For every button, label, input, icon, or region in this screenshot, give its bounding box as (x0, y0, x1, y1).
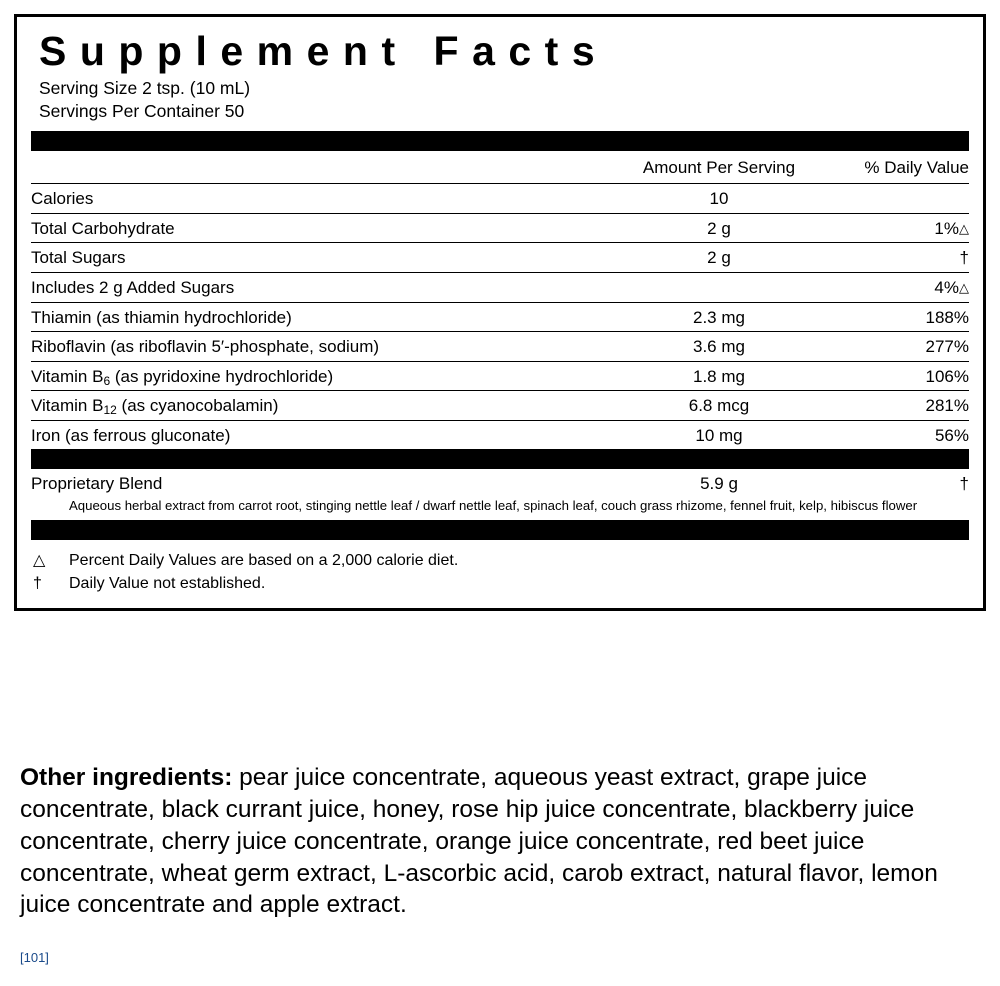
row-amount: 6.8 mcg (619, 391, 819, 421)
row-name (31, 391, 619, 421)
divider-thick-bottom (31, 520, 969, 540)
footnote-dagger (31, 572, 969, 595)
divider-thick-top (31, 131, 969, 151)
row-name: Includes 2 g Added Sugars (31, 272, 619, 302)
blend-description: Aqueous herbal extract from carrot root, stinging nettle leaf / dwarf nettle leaf, spinach leaf, couch grass rhizome, fennel fruit, kelp, hibiscus flower (69, 497, 918, 513)
row-daily-value: 56% (819, 420, 969, 449)
row-daily-value: 106% (819, 361, 969, 391)
row-amount: 2.3 mg (619, 302, 819, 332)
row-amount: 2 g (619, 243, 819, 273)
table-row (31, 420, 969, 449)
nutrition-table (31, 151, 969, 449)
row-amount: 3.6 mg (619, 332, 819, 362)
triangle-footnote-icon: △ (959, 220, 969, 236)
row-amount: 1.8 mg (619, 361, 819, 391)
proprietary-blend-table (31, 469, 969, 498)
table-row (31, 391, 969, 421)
row-name: Riboflavin (as riboflavin 5′-phosphate, sodium) (31, 332, 619, 362)
table-row (31, 361, 969, 391)
row-name (31, 361, 619, 391)
other-ingredients-text: pear juice concentrate, aqueous yeast extract, grape juice concentrate, black currant juice, honey, rose hip juice concentrate, blackberry juice concentrate, cherry juice concentrate, orange juice concentrate, red beet juice concentrate, wheat germ extract, L-ascorbic acid, carob extract, natural flavor, lemon juice concentrate and apple extract. (20, 764, 938, 919)
reference-code: [101] (20, 950, 49, 965)
row-name: Total Carbohydrate (31, 213, 619, 243)
other-ingredients-label: Other ingredients: (20, 764, 233, 791)
table-row (31, 184, 969, 214)
table-row (31, 332, 969, 362)
row-name: Iron (as ferrous gluconate) (31, 420, 619, 449)
footnote-text: Daily Value not established. (69, 575, 266, 593)
supplement-facts-panel (14, 14, 986, 611)
row-name: Calories (31, 184, 619, 214)
footnotes (31, 549, 969, 595)
row-dv-value: 1% (934, 218, 959, 238)
header-spacer (31, 151, 619, 184)
row-amount: 2 g (619, 213, 819, 243)
row-name: Thiamin (as thiamin hydrochloride) (31, 302, 619, 332)
table-header-row (31, 151, 969, 184)
row-daily-value: † (819, 243, 969, 273)
header-amount: Amount Per Serving (642, 157, 796, 177)
row-name-text-2: (as pyridoxine hydrochloride) (110, 366, 334, 386)
servings-per-container: Servings Per Container 50 (39, 101, 245, 122)
other-ingredients (20, 762, 972, 921)
row-daily-value: 277% (819, 332, 969, 362)
footnote-text: Percent Daily Values are based on a 2,000 calorie diet. (69, 552, 459, 570)
blend-row (31, 469, 969, 498)
row-daily-value (819, 272, 969, 302)
table-row (31, 302, 969, 332)
header-daily-value: % Daily Value (864, 157, 969, 177)
triangle-footnote-icon: △ (959, 279, 969, 295)
row-name-subscript: 12 (103, 403, 117, 418)
serving-size: Serving Size 2 tsp. (10 mL) (39, 78, 251, 99)
blend-name: Proprietary Blend (31, 474, 163, 494)
footnote-triangle (31, 549, 969, 572)
table-row (31, 272, 969, 302)
row-daily-value: 281% (819, 391, 969, 421)
dagger-icon: † (33, 575, 42, 593)
panel-title: Supplement Facts (39, 28, 609, 74)
divider-thick-middle (31, 449, 969, 469)
table-row (31, 213, 969, 243)
row-daily-value (819, 213, 969, 243)
row-amount: 10 (619, 184, 819, 214)
blend-amount: 5.9 g (700, 474, 738, 494)
table-row (31, 243, 969, 273)
row-name-subscript: 6 (103, 373, 111, 388)
row-name-text-2: (as cyanocobalamin) (116, 396, 279, 416)
row-amount: 10 mg (619, 420, 819, 449)
row-daily-value (819, 184, 969, 214)
row-daily-value: 188% (819, 302, 969, 332)
row-name-text: Vitamin B (31, 396, 104, 416)
row-dv-value: 4% (934, 277, 959, 297)
row-name-text: Vitamin B (31, 366, 104, 386)
row-name: Total Sugars (31, 243, 619, 273)
row-amount (619, 272, 819, 302)
triangle-icon: △ (33, 552, 46, 570)
blend-daily-value: † (959, 474, 969, 494)
